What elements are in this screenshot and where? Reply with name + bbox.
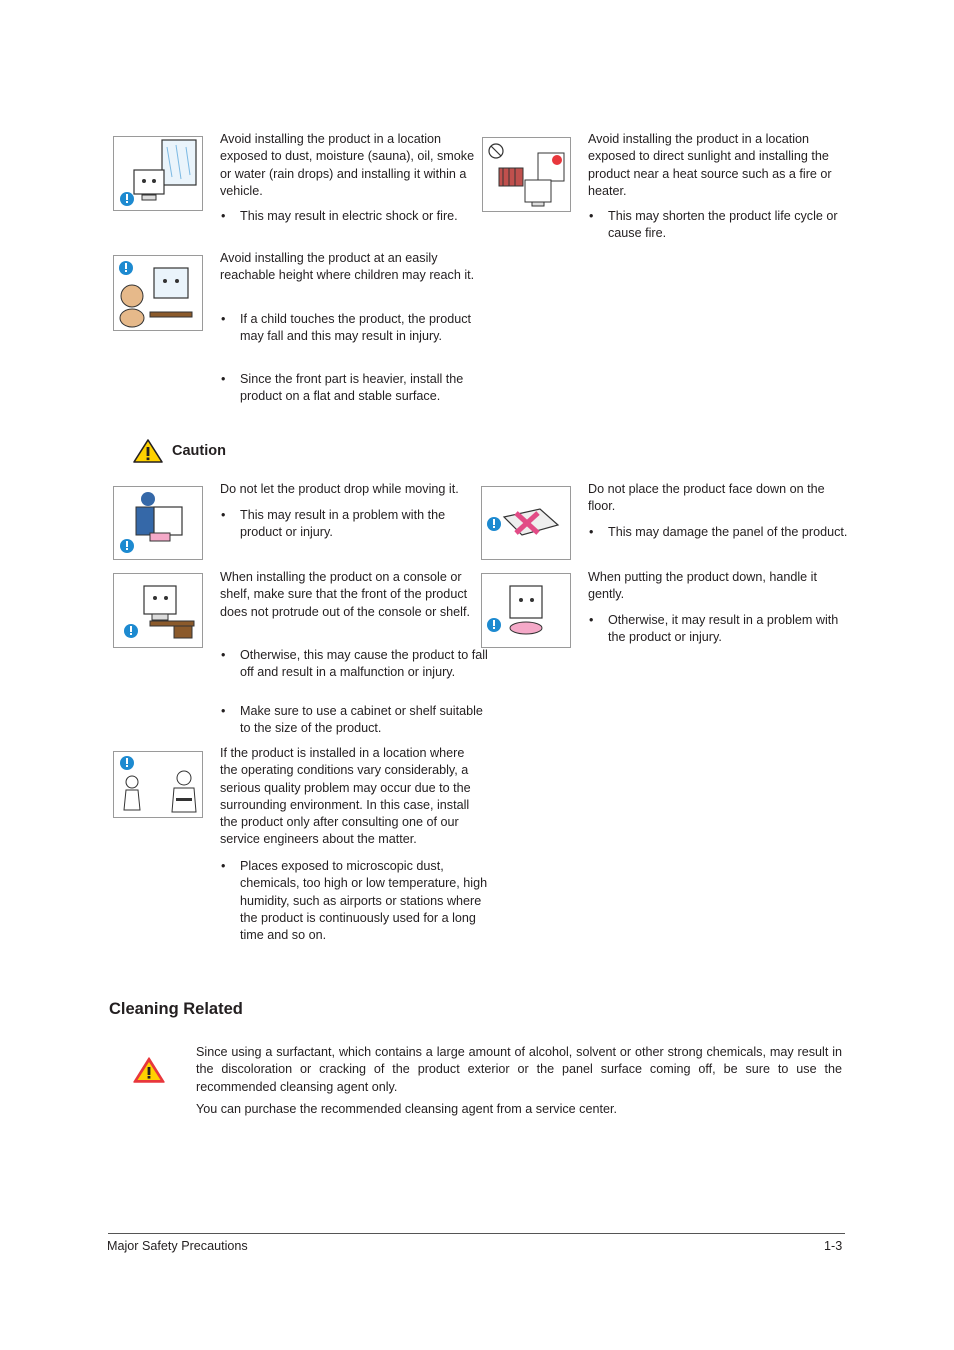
- facedown-bullet-1: • This may damage the panel of the product.: [589, 525, 848, 539]
- console-shelf-illustration: [113, 573, 203, 648]
- children-bullet-2-text: Since the front part is heavier, install the product on a flat and stable surface.: [240, 372, 464, 404]
- conditions-warning-text: If the product is installed in a location where the operating conditions vary considerably, a serious quality problem may occur due to the surrounding environment. In this case, install the product only after consulting one of our service engineers about the matter.: [220, 746, 471, 847]
- children-bullet-2: • Since the front part is heavier, install the product on a flat and stable surface.: [221, 372, 464, 404]
- drop-warning-text: Do not let the product drop while moving it.: [220, 482, 459, 496]
- children-bullet-1: • If a child touches the product, the product may fall and this may result in injury.: [221, 312, 472, 344]
- footer-title: Major Safety Precautions: [107, 1239, 248, 1253]
- drop-bullet-1-text: This may result in a problem with the product or injury.: [240, 508, 446, 540]
- gently-warning-text: When putting the product down, handle it gently.: [588, 570, 817, 602]
- sunlight-heat-illustration: [482, 137, 571, 212]
- caution-triangle-icon: [133, 438, 163, 464]
- dust-warning-text: Avoid installing the product in a location exposed to dust, moisture (sauna), oil, smoke or water (rain drops) and installing it within a vehicle.: [220, 132, 475, 198]
- gently-bullet-1: • Otherwise, it may result in a problem with the product or injury.: [589, 613, 839, 645]
- product-drop-illustration: [113, 486, 203, 560]
- console-warning-text: When installing the product on a console or shelf, make sure that the front of the product does not protrude out of the console or shelf.: [220, 570, 470, 619]
- footer-divider: [108, 1233, 845, 1234]
- warning-triangle-icon: [133, 1056, 165, 1084]
- conditions-bullet-1-text: Places exposed to microscopic dust, chemicals, too high or low temperature, high humidity, such as airports or stations where the product is continuously used for a long time and so on.: [240, 859, 488, 943]
- cleaning-paragraph-1: Since using a surfactant, which contains a large amount of alcohol, solvent or other strong chemicals, may result in the discoloration or cracking of the product exterior or the panel surface coming off, be sure to use the recommended cleansing agent only.: [196, 1045, 842, 1094]
- facedown-bullet-1-text: This may damage the panel of the product.: [608, 525, 848, 539]
- face-down-illustration: [481, 486, 571, 560]
- sunlight-warning-text: Avoid installing the product in a location exposed to direct sunlight and installing the product near a heat source such as a fire or heater.: [588, 132, 832, 198]
- conditions-bullet-1: • Places exposed to microscopic dust, chemicals, too high or low temperature, high humidity, such as airports or stations where the product is continuously used for a long time and so on.: [221, 859, 488, 943]
- children-warning-text: Avoid installing the product at an easily reachable height where children may reach it.: [220, 251, 475, 283]
- gently-bullet-1-text: Otherwise, it may result in a problem with the product or injury.: [608, 613, 839, 645]
- console-bullet-1: • Otherwise, this may cause the product to fall off and result in a malfunction or injury.: [221, 648, 488, 680]
- dust-bullet-1: • This may result in electric shock or fire.: [221, 209, 458, 223]
- caution-heading: Caution: [172, 443, 226, 459]
- dust-moisture-illustration: [113, 136, 203, 211]
- handle-gently-illustration: [481, 573, 571, 648]
- dust-bullet-1-text: This may result in electric shock or fire.: [240, 209, 458, 223]
- console-bullet-1-text: Otherwise, this may cause the product to fall off and result in a malfunction or injury.: [240, 648, 488, 680]
- page-number: 1-3: [824, 1239, 843, 1253]
- console-bullet-2: • Make sure to use a cabinet or shelf suitable to the size of the product.: [221, 704, 483, 736]
- children-bullet-1-text: If a child touches the product, the product may fall and this may result in injury.: [240, 312, 472, 344]
- service-engineer-illustration: [113, 751, 203, 818]
- sunlight-bullet-1-text: This may shorten the product life cycle or cause fire.: [608, 209, 838, 241]
- sunlight-bullet-1: • This may shorten the product life cycle or cause fire.: [589, 209, 838, 241]
- drop-bullet-1: • This may result in a problem with the product or injury.: [221, 508, 446, 540]
- facedown-warning-text: Do not place the product face down on the floor.: [588, 482, 825, 514]
- cleaning-paragraph-2: You can purchase the recommended cleansing agent from a service center.: [196, 1102, 617, 1116]
- children-reach-illustration: [113, 255, 203, 331]
- console-bullet-2-text: Make sure to use a cabinet or shelf suitable to the size of the product.: [240, 704, 483, 736]
- cleaning-heading: Cleaning Related: [109, 1000, 243, 1018]
